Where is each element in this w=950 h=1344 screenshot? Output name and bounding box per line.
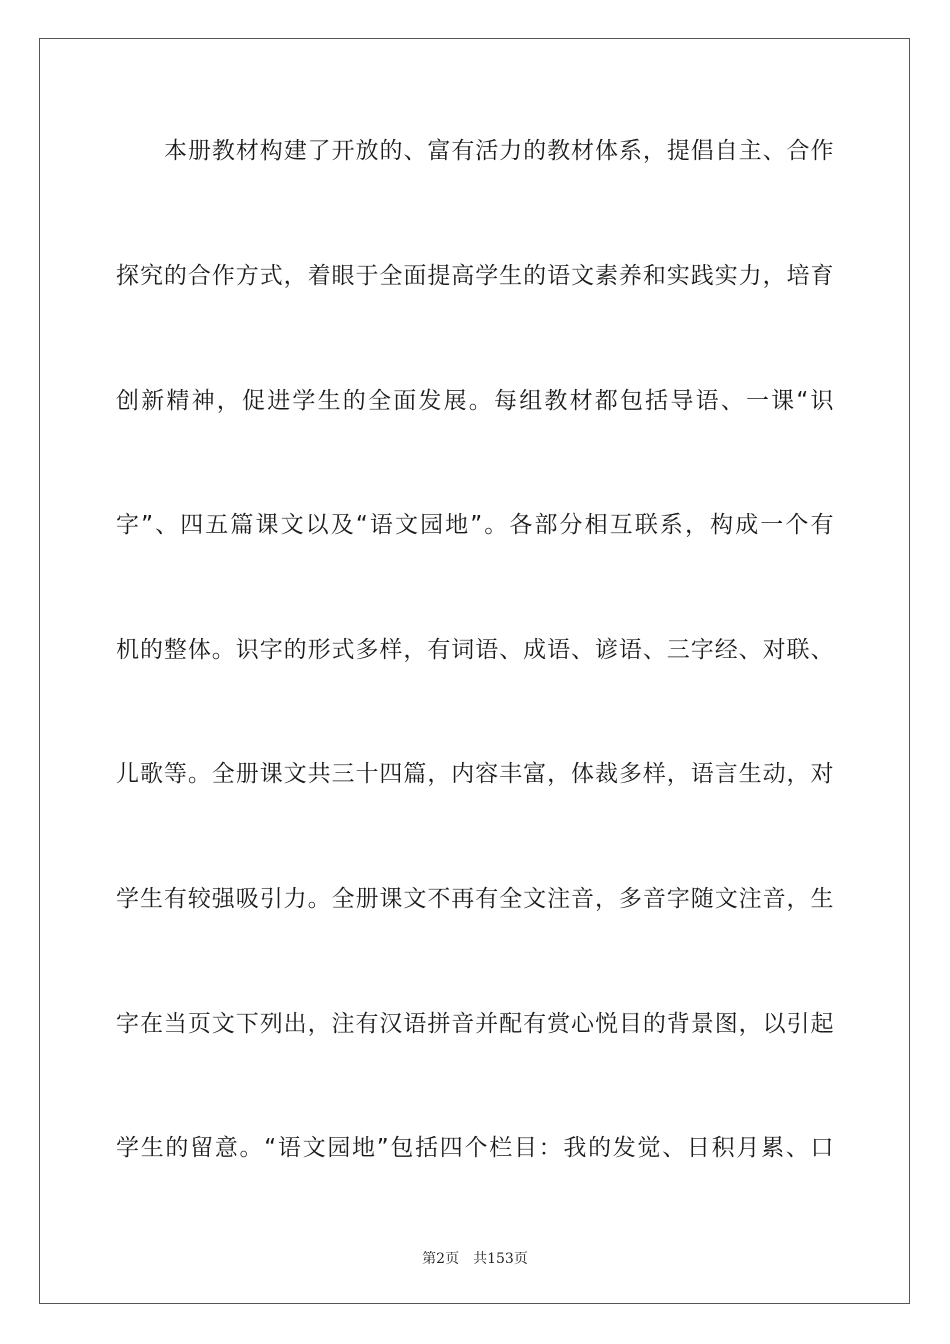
text-line-9: 学生的留意。“语文园地”包括四个栏目：我的发觉、日积月累、口 [116,1135,834,1161]
text-line-8: 字在当页文下列出，注有汉语拼音并配有赏心悦目的背景图，以引起 [116,1011,834,1037]
page-footer [0,1248,950,1268]
page-number: 第2页 [422,1251,460,1267]
total-pages: 共153页 [473,1251,528,1267]
text-line-2: 探究的合作方式，着眼于全面提高学生的语文素养和实践实力，培育 [116,263,834,289]
text-line-3: 创新精神，促进学生的全面发展。每组教材都包括导语、一课“识 [116,388,834,414]
text-line-4: 字”、四五篇课文以及“语文园地”。各部分相互联系，构成一个有 [116,512,834,538]
text-line-6: 儿歌等。全册课文共三十四篇，内容丰富，体裁多样，语言生动，对 [116,761,834,787]
text-line-1: 本册教材构建了开放的、富有活力的教材体系，提倡自主、合作 [164,138,834,164]
page-border [39,38,910,1304]
text-line-5: 机的整体。识字的形式多样，有词语、成语、谚语、三字经、对联、 [116,637,834,663]
text-line-7: 学生有较强吸引力。全册课文不再有全文注音，多音字随文注音，生 [116,886,834,912]
